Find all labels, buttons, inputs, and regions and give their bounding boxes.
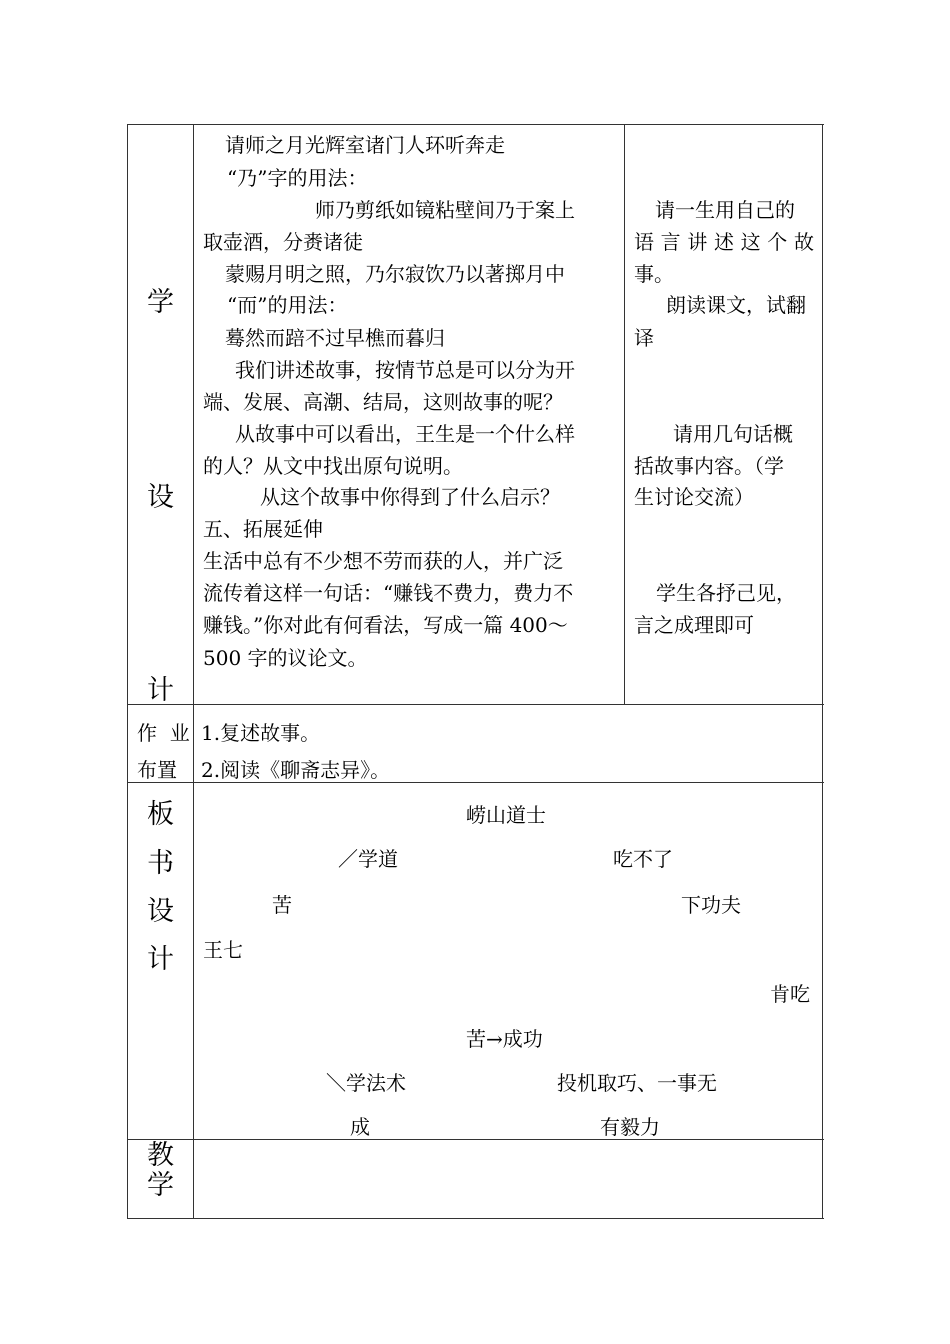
board-cant-bear: 吃不了 [613, 847, 673, 871]
note-line-1: 请一生用自己的 [655, 198, 795, 222]
main-text-line-4: 取壶酒，分赉诸徒 [203, 230, 363, 254]
table-right-border [822, 124, 823, 1219]
main-text-line-3: 师乃剪纸如镜粘壁间乃于案上 [315, 198, 575, 222]
main-text-line-1: 请师之月光辉室诸门人环听奔走 [225, 133, 505, 157]
homework-item-1: 1.复述故事。 [201, 721, 321, 745]
board-label-char-2: 书 [147, 848, 174, 879]
board-label-char-4: 计 [147, 944, 174, 975]
homework-label-line-1: 作 业 [137, 721, 190, 745]
board-label-char-1: 板 [147, 799, 174, 830]
main-text-line-7: 蓦然而踣不过早樵而暮归 [225, 326, 445, 350]
main-text-line-17: 500 字的议论文。 [203, 646, 368, 670]
main-text-line-5: 蒙赐月明之照，乃尔寂饮乃以著掷月中 [225, 262, 565, 286]
homework-row-bottom-border [127, 782, 824, 783]
teach-label-char-1: 教 [147, 1140, 174, 1171]
note-line-6: 请用几句话概 [673, 422, 793, 446]
note-line-4: 朗读课文，试翻 [666, 293, 806, 317]
board-learn-dao: ／学道 [338, 847, 398, 871]
table-bottom-border [127, 1218, 824, 1219]
board-willing: 肯吃 [770, 982, 810, 1006]
board-opportunist: 投机取巧、一事无 [557, 1071, 717, 1095]
homework-item-2: 2.阅读《聊斋志异》。 [201, 758, 391, 782]
note-line-9: 学生各抒己见， [656, 581, 796, 605]
note-line-7: 括故事内容。（学 [634, 454, 784, 478]
main-text-line-14: 生活中总有不少想不劳而获的人，并广泛 [203, 549, 563, 573]
notes-column-divider [624, 124, 625, 705]
design-label-char-1: 学 [147, 287, 174, 318]
main-text-line-8: 我们讲述故事，按情节总是可以分为开 [235, 358, 575, 382]
main-text-line-16: 赚钱。”你对此有何看法，写成一篇 400～ [203, 613, 568, 637]
note-line-5: 译 [634, 326, 654, 350]
board-persevere: 有毅力 [600, 1115, 660, 1139]
design-row-bottom-border [127, 704, 824, 705]
main-text-line-2: “乃”字的用法： [227, 166, 368, 190]
board-no-effort: 下功夫 [681, 893, 741, 917]
main-text-line-13: 五、拓展延伸 [203, 517, 323, 541]
board-success: 苦→成功 [466, 1027, 543, 1051]
main-text-line-15: 流传着这样一句话：“赚钱不费力，费力不 [203, 581, 574, 605]
board-cheng: 成 [350, 1115, 370, 1139]
board-wang-qi: 王七 [203, 938, 243, 962]
board-label-char-3: 设 [147, 896, 174, 927]
note-line-8: 生讨论交流） [634, 485, 754, 509]
board-row-bottom-border [127, 1139, 824, 1140]
board-ku: 苦 [272, 893, 292, 917]
main-text-line-9: 端、发展、高潮、结局，这则故事的呢？ [203, 390, 563, 414]
note-line-10: 言之成理即可 [634, 613, 754, 637]
homework-label-line-2: 布置 [137, 758, 177, 782]
teach-label-char-2: 学 [147, 1170, 174, 1201]
main-text-line-10: 从故事中可以看出，王生是一个什么样 [235, 422, 575, 446]
main-text-line-12: 从这个故事中你得到了什么启示？ [260, 485, 560, 509]
table-top-border [127, 124, 824, 125]
main-text-line-11: 的人？从文中找出原句说明。 [203, 454, 463, 478]
design-label-char-2: 设 [147, 482, 174, 513]
main-text-line-6: “而”的用法： [227, 293, 348, 317]
table-left-border [127, 124, 128, 1219]
note-line-2: 语 言 讲 述 这 个 故 [634, 230, 814, 254]
board-learn-magic: ＼学法术 [326, 1071, 406, 1095]
design-label-char-3: 计 [147, 675, 174, 706]
label-column-divider [193, 124, 194, 1219]
note-line-3: 事。 [634, 262, 674, 286]
board-title: 崂山道士 [466, 803, 546, 827]
